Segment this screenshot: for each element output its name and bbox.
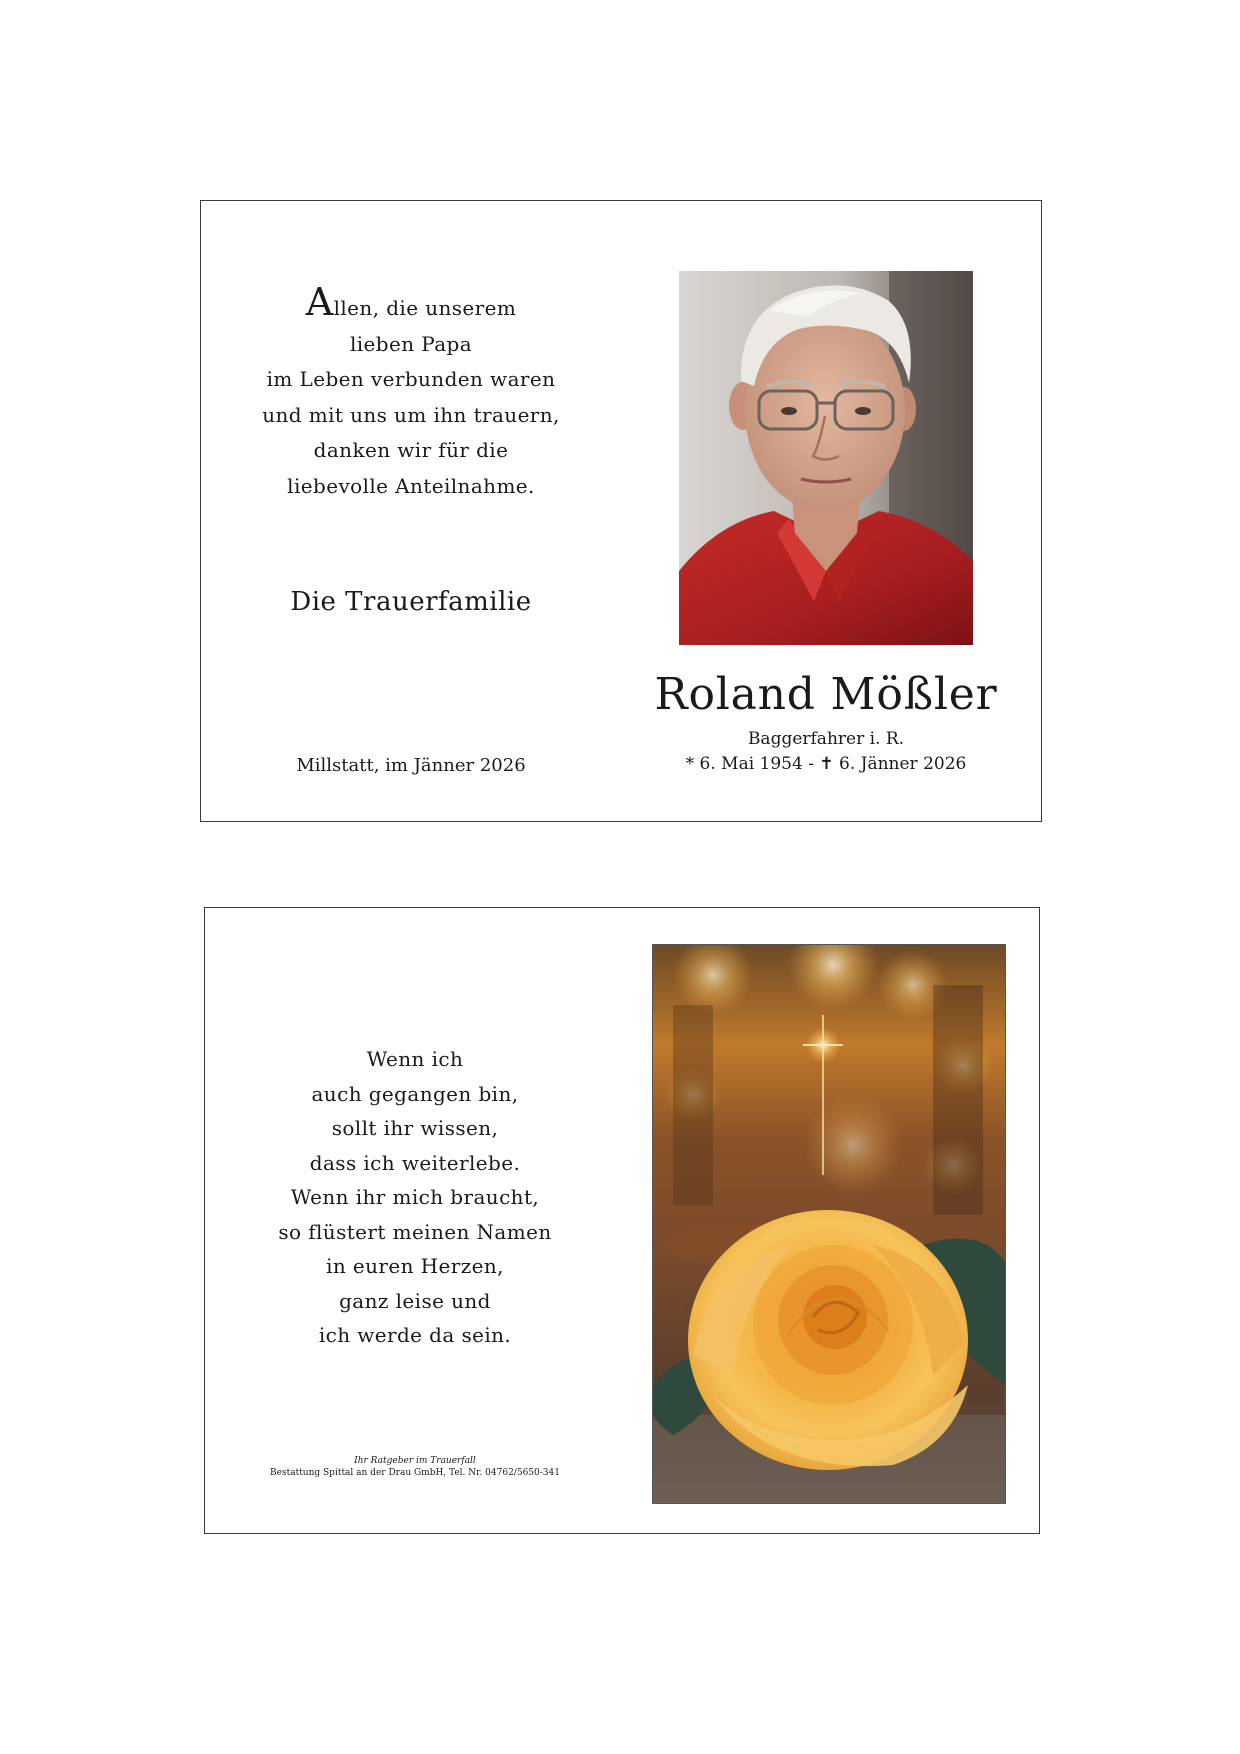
imprint-company: Bestattung Spittal an der Drau GmbH, Tel. Nr. 04762/5650-341 [270,1468,560,1478]
gratitude-text [241,280,581,504]
place-date: Millstatt, im Jänner 2026 [296,755,526,776]
family-signature: Die Trauerfamilie [290,587,532,617]
gratitude-line: liebevolle Anteilnahme. [287,473,535,498]
poem-line: ich werde da sein. [318,1323,512,1347]
profession: Baggerfahrer i. R. [747,729,905,749]
portrait-photo [679,271,973,645]
mourning-card-back [204,907,1040,1534]
poem-line: Wenn ihr mich braucht, [290,1185,540,1209]
deceased-name: Roland Mößler [654,669,998,720]
poem-text [245,1042,585,1353]
rose-photo [652,944,1006,1504]
mourning-card-front [200,200,1042,822]
funeral-home-imprint [245,1455,585,1479]
poem-line: auch gegangen bin, [311,1081,519,1106]
gratitude-line: Allen, die unserem [305,280,517,324]
poem-line: so flüstert meinen Namen [278,1219,552,1244]
poem-line: sollt ihr wissen, [331,1116,499,1140]
poem-line: dass ich weiterlebe. [309,1150,521,1175]
poem-line: Wenn ich [366,1047,464,1071]
gratitude-line: im Leben verbunden waren [266,367,556,391]
gratitude-line: danken wir für die [313,438,509,462]
poem-line: ganz leise und [339,1288,491,1313]
gratitude-line: und mit uns um ihn trauern, [262,402,560,427]
gratitude-line: lieben Papa [349,331,473,356]
life-dates: * 6. Mai 1954 - ✝ 6. Jänner 2026 [685,754,967,774]
poem-line: in euren Herzen, [326,1254,504,1278]
imprint-tagline: Ihr Ratgeber im Trauerfall [354,1456,476,1466]
